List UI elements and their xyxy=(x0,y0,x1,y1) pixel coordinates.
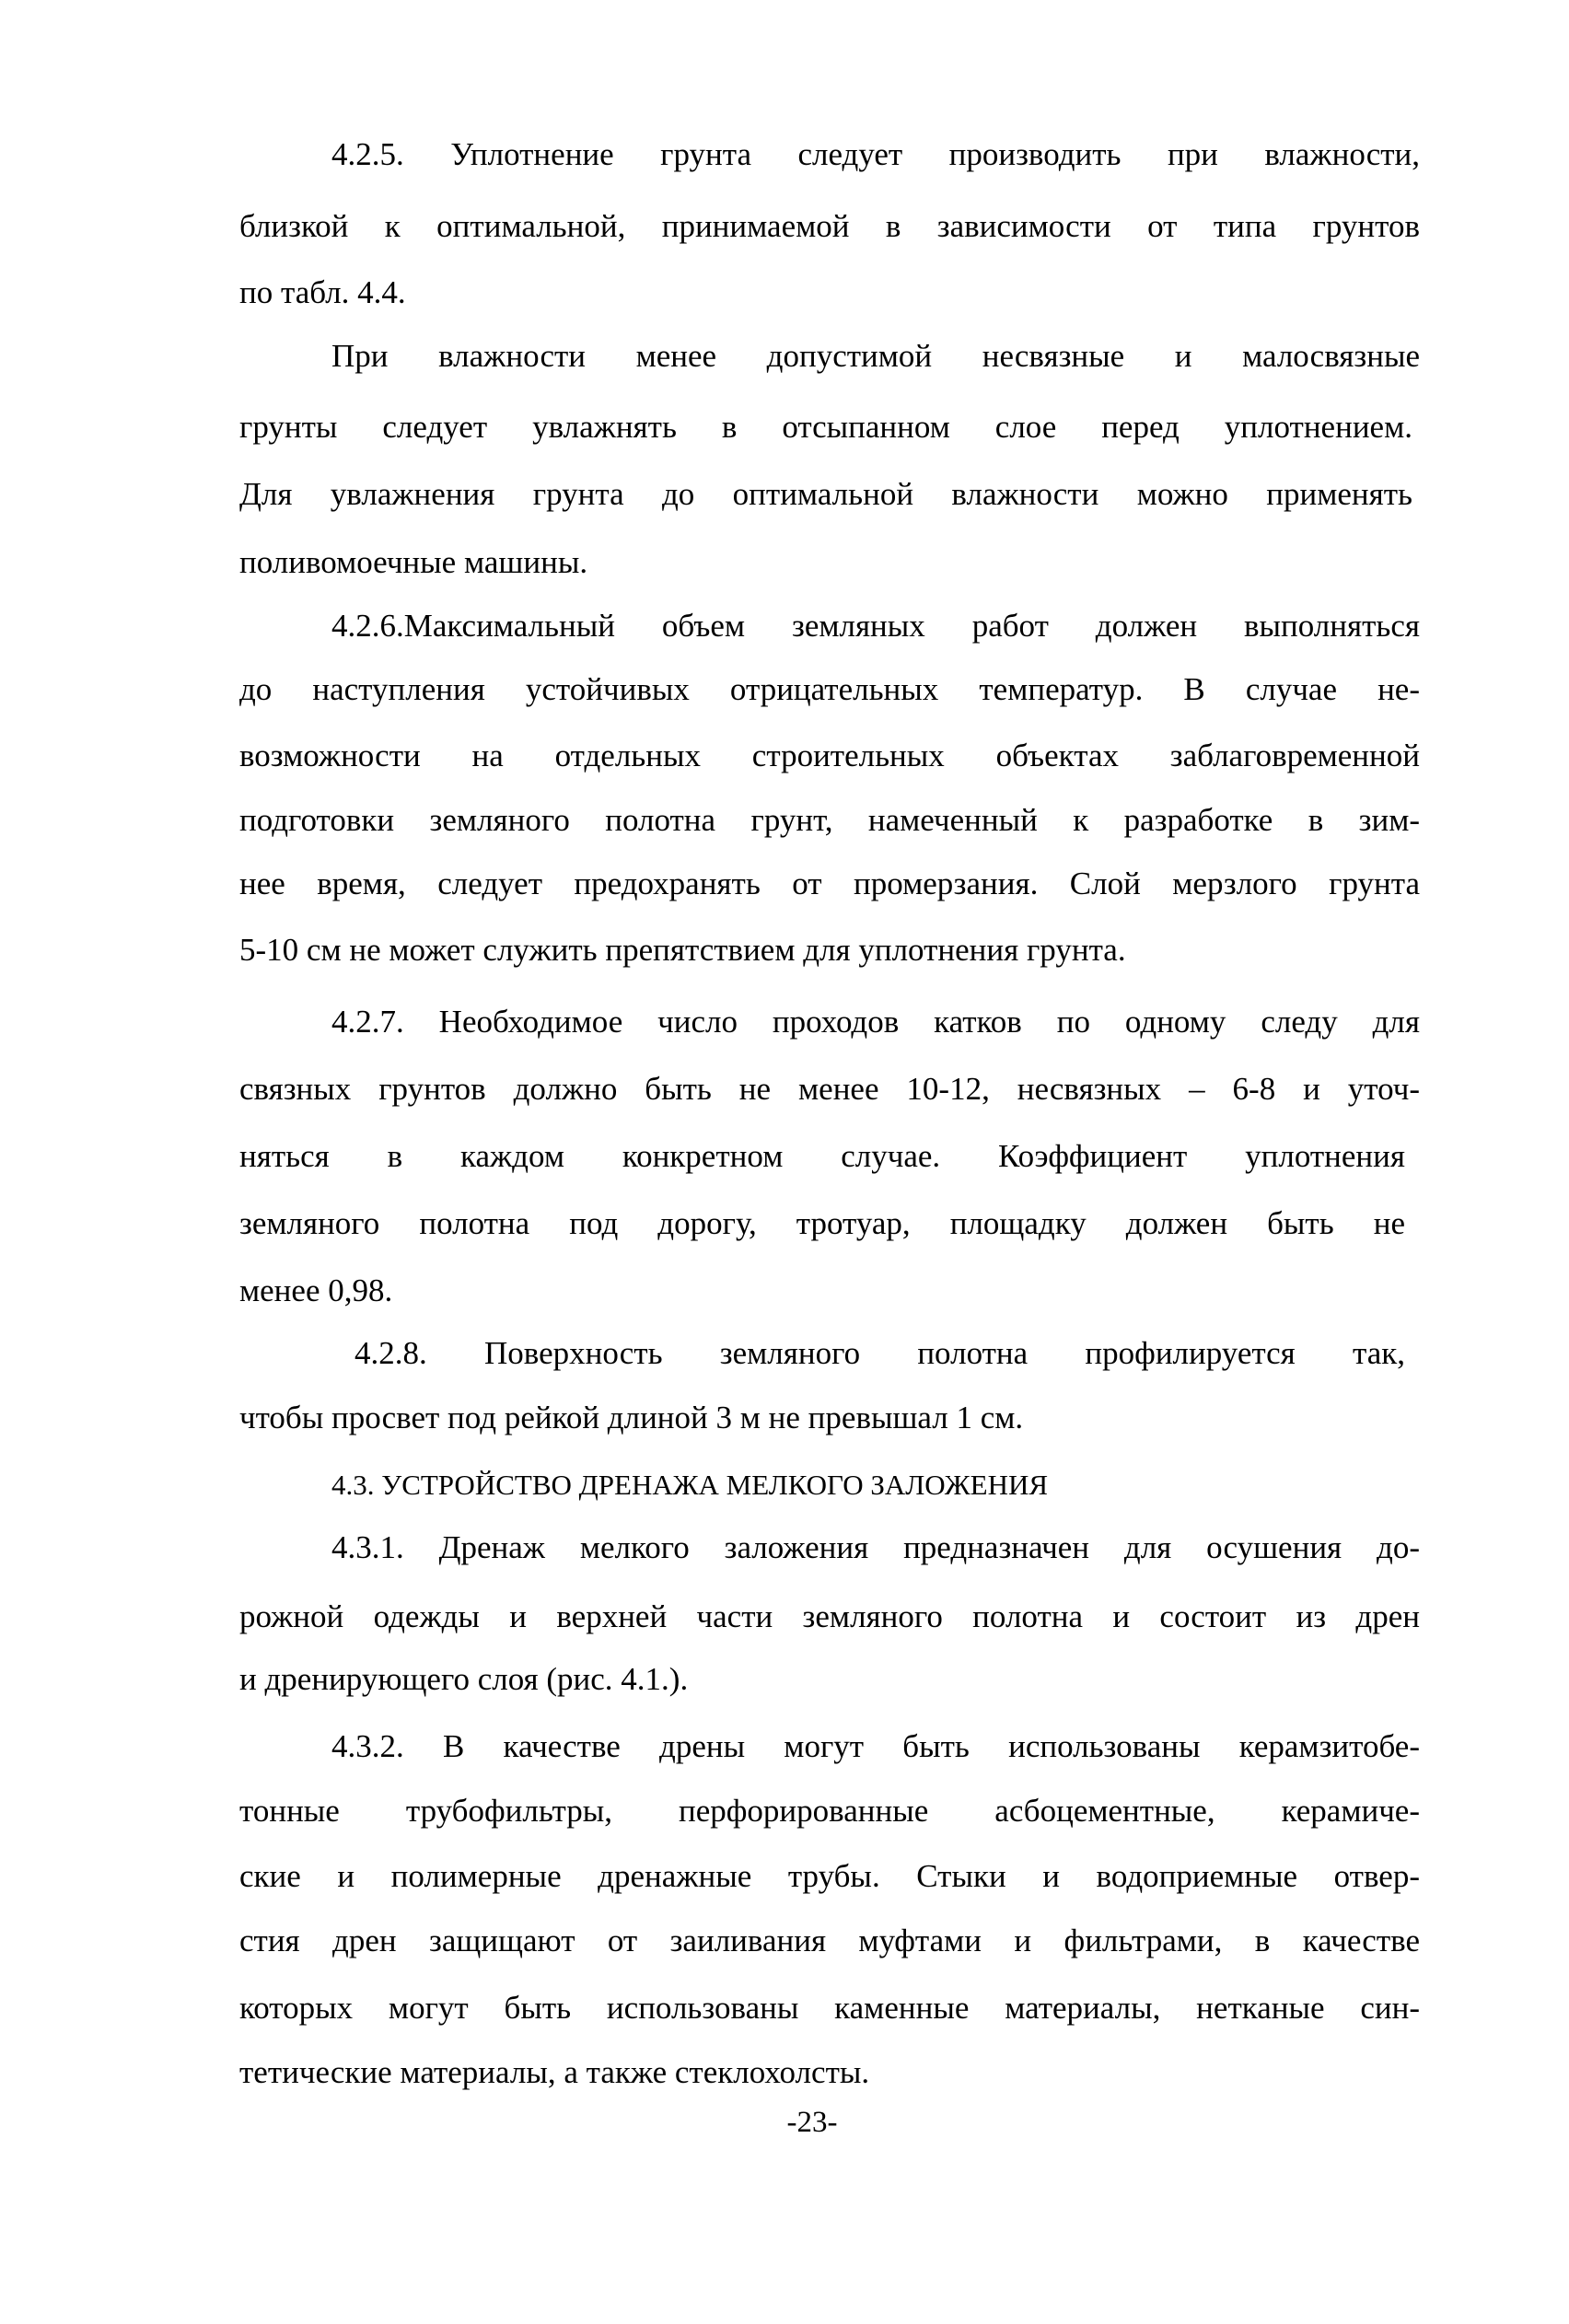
text-line: до наступления устойчивых отрицательных температур. В случае не- xyxy=(239,671,1420,707)
text-line: близкой к оптимальной, принимаемой в зависимости от типа грунтов xyxy=(239,208,1420,244)
text-line: по табл. 4.4. xyxy=(239,274,406,310)
text-line: подготовки земляного полотна грунт, намеченный к разработке в зим- xyxy=(239,802,1420,838)
section-heading-4-3: 4.3. УСТРОЙСТВО ДРЕНАЖА МЕЛКОГО ЗАЛОЖЕНИЯ xyxy=(331,1469,1049,1501)
text-line: Для увлажнения грунта до оптимальной влажности можно применять xyxy=(239,476,1412,512)
text-line: 5-10 см не может служить препятствием для уплотнения грунта. xyxy=(239,932,1126,968)
text-line: чтобы просвет под рейкой длиной 3 м не превышал 1 см. xyxy=(239,1400,1024,1435)
text-line: няться в каждом конкретном случае. Коэффициент уплотнения xyxy=(239,1138,1405,1174)
paragraph-4-2-5-line: 4.2.5. Уплотнение грунта следует производить при влажности, xyxy=(331,136,1420,172)
text-line: связных грунтов должно быть не менее 10-12, несвязных – 6-8 и уточ- xyxy=(239,1071,1420,1107)
text-line: и дренирующего слоя (рис. 4.1.). xyxy=(239,1661,689,1697)
text-line: возможности на отдельных строительных объектах заблаговременной xyxy=(239,738,1420,773)
text-line: земляного полотна под дорогу, тротуар, площадку должен быть не xyxy=(239,1205,1405,1241)
text-line: При влажности менее допустимой несвязные и малосвязные xyxy=(331,338,1420,374)
paragraph-4-3-1-line: 4.3.1. Дренаж мелкого заложения предназначен для осушения до- xyxy=(331,1529,1420,1565)
paragraph-4-3-2-line: 4.3.2. В качестве дрены могут быть использованы керамзитобе- xyxy=(331,1728,1420,1764)
paragraph-4-2-6-line: 4.2.6.Максимальный объем земляных работ должен выполняться xyxy=(331,608,1420,644)
text-line: ские и полимерные дренажные трубы. Стыки и водоприемные отвер- xyxy=(239,1858,1420,1894)
text-line: нее время, следует предохранять от промерзания. Слой мерзлого грунта xyxy=(239,866,1420,901)
text-line: поливомоечные машины. xyxy=(239,544,588,580)
paragraph-4-2-8-line: 4.2.8. Поверхность земляного полотна профилируется так, xyxy=(354,1335,1405,1371)
text-line: которых могут быть использованы каменные материалы, нетканые син- xyxy=(239,1990,1420,2026)
text-line: рожной одежды и верхней части земляного полотна и состоит из дрен xyxy=(239,1598,1420,1634)
text-line: грунты следует увлажнять в отсыпанном слое перед уплотнением. xyxy=(239,409,1412,445)
text-line: тетические материалы, а также стеклохолсты. xyxy=(239,2054,870,2090)
text-line: тонные трубофильтры, перфорированные асбоцементные, керамиче- xyxy=(239,1793,1420,1829)
text-line: стия дрен защищают от заиливания муфтами и фильтрами, в качестве xyxy=(239,1923,1420,1958)
page-number: -23- xyxy=(786,2106,838,2139)
text-line: менее 0,98. xyxy=(239,1272,393,1308)
paragraph-4-2-7-line: 4.2.7. Необходимое число проходов катков по одному следу для xyxy=(331,1004,1420,1040)
